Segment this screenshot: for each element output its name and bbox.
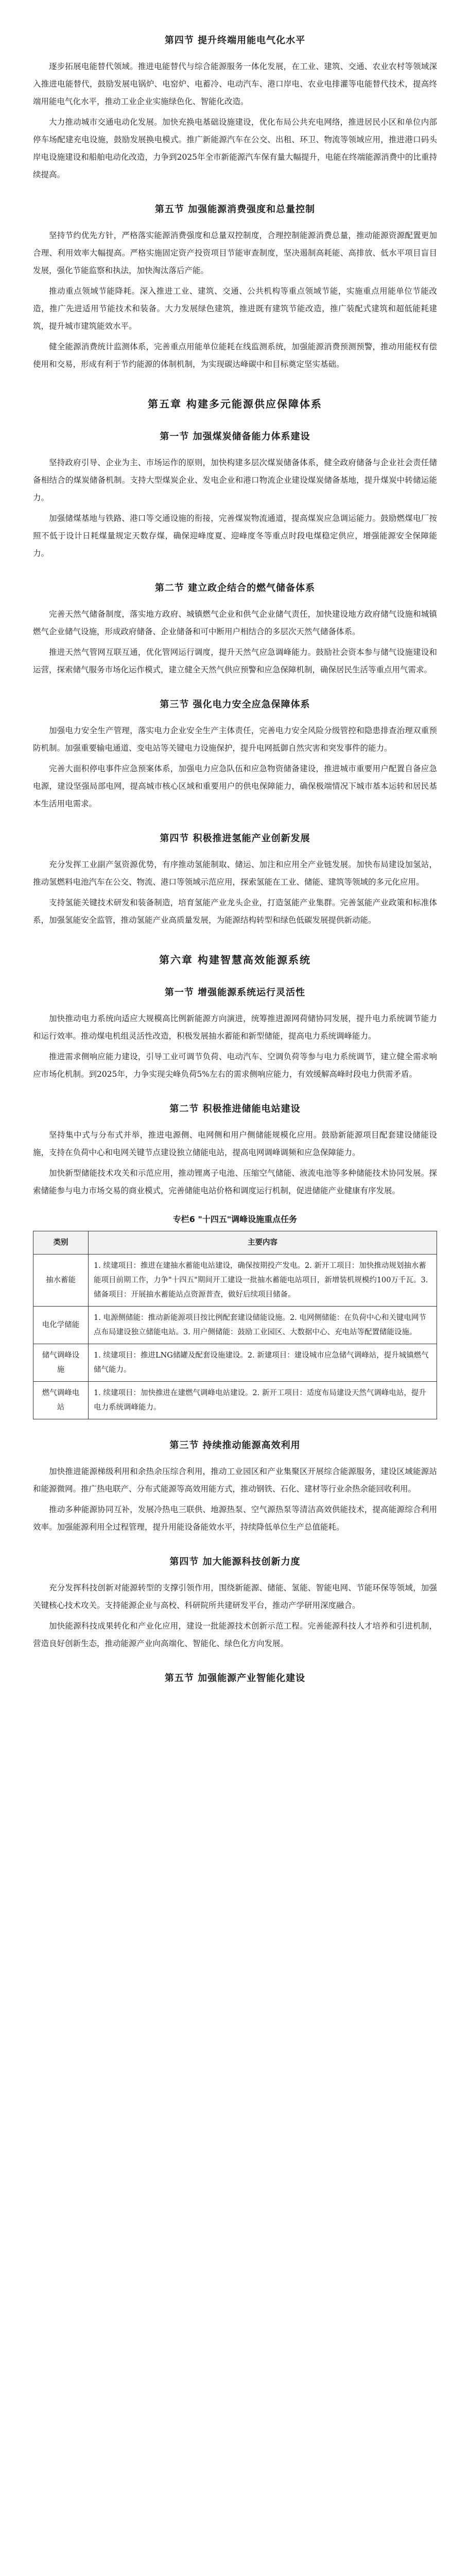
paragraph: 推动多种能源协同互补，发展冷热电三联供、地源热泵、空气源热泵等清洁高效供能技术，提高能源综合利用效率。加强能源利用全过程管理，提升用能设备能效水平，持续降低单位生产总值能耗。 (33, 1505, 437, 1532)
table-row (33, 1255, 437, 1307)
table-row (33, 1382, 437, 1419)
table-cell-category: 电化学储能 (33, 1307, 89, 1344)
table-block (33, 1213, 437, 1419)
paragraph: 逐步拓展电能替代领域。推进电能替代与综合能源服务一体化发展，在工业、建筑、交通、农业农村等领域深入推进电能替代，鼓励发展电锅炉、电窑炉、电蓄冷、电动汽车、港口岸电、农业电排灌等电能替代技术，提高终端用能电气化水平，推动工业企业实施绿色化、智能化改造。 (33, 62, 437, 106)
paragraph: 推进天然气管网互联互通，优化管网运行调度，提升天然气应急调峰能力。鼓励社会资本参与储气设施建设和运营，探索储气服务市场化运作模式，建立健全天然气供应预警和应急保障机制，确保居民生活等重点用气需求。 (33, 648, 437, 674)
table-cell-category: 抽水蓄能 (33, 1255, 89, 1307)
section-title: 第一节 增强能源系统运行灵活性 (164, 987, 306, 998)
table-cell-content: 1. 电源侧储能：推动新能源项目按比例配套建设储能设施。2. 电网侧储能：在负荷中心和关键电网节点布局建设独立储能电站。3. 用户侧储能：鼓励工业园区、大数据中心、充电站等配置储能设施。 (89, 1307, 437, 1344)
section-title: 第一节 加强煤炭储备能力体系建设 (160, 431, 310, 442)
section-title: 第五节 加强能源消费强度和总量控制 (154, 204, 316, 215)
paragraph: 完善天然气储备制度，落实地方政府、城镇燃气企业和供气企业储气责任，加快建设地方政府储气设施和城镇燃气企业储气设施，形成政府储备、企业储备和可中断用户相结合的多层次天然气储备体系。 (33, 609, 437, 636)
paragraph: 充分发挥工业副产氢资源优势，有序推动氢能制取、储运、加注和应用全产业链发展。加快布局建设加氢站，推动氢燃料电池汽车在公交、物流、港口等领域示范应用，探索氢能在工业、储能、建筑等领域的多元化应用。 (33, 860, 437, 887)
table-cell-category: 燃气调峰电站 (33, 1382, 89, 1419)
table-header-row (33, 1231, 437, 1255)
section-title: 第三节 持续推动能源高效利用 (169, 1440, 301, 1451)
paragraph: 坚持集中式与分布式并举，推进电源侧、电网侧和用户侧储能规模化应用。鼓励新能源项目配套建设储能设施，支持在负荷中心和电网关键节点建设独立储能电站，提高电网调峰调频和应急保障能力。 (33, 1130, 437, 1157)
paragraph: 加强储煤基地与铁路、港口等交通设施的衔接，完善煤炭物流通道，提高煤炭应急调运能力。鼓励燃煤电厂按照不低于设计日耗煤量规定天数存煤，确保迎峰度夏、迎峰度冬等重点时段电煤稳定供应，增强能源安全保障能力。 (33, 514, 437, 558)
paragraph: 推动重点领域节能降耗。深入推进工业、建筑、交通、公共机构等重点领域节能，实施重点用能单位节能改造，推广先进适用节能技术和装备。大力发展绿色建筑，推进既有建筑节能改造，推广装配式建筑和超低能耗建筑，提升城市建筑能效水平。 (33, 286, 437, 331)
table-cell-content: 1. 续建项目：加快推进在建燃气调峰电站建设。2. 新开工项目：适度布局建设天然气调峰电站，提升电力系统调峰能力。 (89, 1382, 437, 1419)
document-body-top (33, 33, 437, 1199)
paragraph: 加强电力安全生产管理，落实电力企业安全生产主体责任，完善电力安全风险分级管控和隐患排查治理双重预防机制。加强重要输电通道、变电站等关键电力设施保护，提升电网抵御自然灾害和突发事件的能力。 (33, 726, 437, 753)
section-title: 第五节 加强能源产业智能化建设 (164, 1673, 306, 1684)
paragraph: 完善大面积停电事件应急预案体系，加强电力应急队伍和应急物资储备建设，推进城市重要用户配置自备应急电源，建设坚强局部电网，提高城市核心区域和重要用户的供电保障能力，确保极端情况下城市基本运转和居民基本生活用电需求。 (33, 764, 437, 808)
table-cell-content: 1. 续建项目：推进在建抽水蓄能电站建设，确保按期投产发电。2. 新开工项目：加快推动规划抽水蓄能项目前期工作，力争"十四五"期间开工建设一批抽水蓄能电站项目，新增装机规模约100万千瓦。3. 储备项目：开展抽水蓄能站点资源普查，做好后续项目储备。 (89, 1255, 437, 1307)
paragraph: 加快推进能源梯级利用和余热余压综合利用，推动工业园区和产业集聚区开展综合能源服务，建设区域能源站和能源微网。推广热电联产、分布式能源等高效用能方式，推动钢铁、石化、建材等行业余热余能回收利用。 (33, 1467, 437, 1494)
paragraph: 充分发挥科技创新对能源转型的支撑引领作用，围绕新能源、储能、氢能、智能电网、节能环保等领域，加强关键核心技术攻关。支持能源企业与高校、科研院所共建研发平台，推动产学研用深度融合。 (33, 1583, 437, 1610)
table-cell-content: 1. 续建项目：推进LNG储罐及配套设施建设。2. 新建项目：建设城市应急储气调峰站，提升城镇燃气储气能力。 (89, 1344, 437, 1382)
paragraph: 加快新型储能技术攻关和示范应用，推动锂离子电池、压缩空气储能、液流电池等多种储能技术协同发展。探索储能参与电力市场交易的商业模式，完善储能电站价格和调度运行机制，促进储能产业健康有序发展。 (33, 1168, 437, 1195)
paragraph: 大力推动城市交通电动化发展。加快充换电基础设施建设，优化布局公共充电网络，推进居民小区和单位内部停车场配建充电设施，鼓励发展换电模式。推广新能源汽车在公交、出租、环卫、物流等领域应用，推进港口码头岸电设施建设和船舶电动化改造，力争到2025年全市新能源汽车保有量大幅提升，电能在终端能源消费中的比重持续提高。 (33, 117, 437, 179)
paragraph: 加快推动电力系统向适应大规模高比例新能源方向演进，统筹推进源网荷储协同发展，提升电力系统调节能力和运行效率。推动煤电机组灵活性改造，积极发展抽水蓄能和新型储能，提高电力系统调峰能力。 (33, 1014, 437, 1041)
section-title: 第四节 提升终端用能电气化水平 (164, 35, 306, 46)
table-cell-category: 储气调峰设施 (33, 1344, 89, 1382)
chapter-title: 第五章 构建多元能源供应保障体系 (148, 398, 322, 410)
paragraph: 坚持政府引导、企业为主、市场运作的原则，加快构建多层次煤炭储备体系，健全政府储备与企业社会责任储备相结合的煤炭储备机制。支持大型煤炭企业、发电企业和港口物流企业建设煤炭储备基地，提升煤炭中转储运能力。 (33, 458, 437, 502)
table-caption: 专栏6 "十四五"调峰设施重点任务 (172, 1214, 298, 1224)
table-row (33, 1344, 437, 1382)
chapter-title: 第六章 构建智慧高效能源系统 (159, 954, 311, 966)
table-header-category: 类别 (33, 1231, 89, 1255)
paragraph: 坚持节约优先方针，严格落实能源消费强度和总量双控制度，合理控制能源消费总量，推动能源资源配置更加合理、利用效率大幅提高。严格实施固定资产投资项目节能审查制度，坚决遏制高耗能、高排放、低水平项目盲目发展，强化节能监察和执法，加快淘汰落后产能。 (33, 231, 437, 275)
section-title: 第二节 积极推进储能电站建设 (169, 1104, 301, 1114)
peak-shaving-table (33, 1231, 437, 1419)
section-title: 第四节 积极推进氢能产业创新发展 (160, 833, 310, 844)
table-row (33, 1307, 437, 1344)
paragraph: 健全能源消费统计监测体系，完善重点用能单位能耗在线监测系统，加强能源消费预测预警，推动用能权有偿使用和交易，形成有利于节约能源的体制机制，为实现碳达峰碳中和目标奠定坚实基础。 (33, 342, 437, 369)
document-body-bottom (33, 1438, 437, 1684)
section-title: 第二节 建立政企结合的燃气储备体系 (154, 583, 316, 594)
table-header-content: 主要内容 (89, 1231, 437, 1255)
section-title: 第三节 强化电力安全应急保障体系 (160, 699, 310, 710)
section-title: 第四节 加大能源科技创新力度 (169, 1556, 301, 1567)
paragraph: 支持氢能关键技术研发和装备制造，培育氢能产业龙头企业，打造氢能产业集群。完善氢能产业政策和标准体系，加强氢能安全监管，推动氢能产业高质量发展，为能源结构转型和绿色低碳发展提供新动能。 (33, 898, 437, 925)
paragraph: 推进需求侧响应能力建设，引导工业可调节负荷、电动汽车、空调负荷等参与电力系统调节，建立健全需求响应市场化机制。到2025年，力争实现尖峰负荷5%左右的需求侧响应能力，有效缓解高峰时段电力供需矛盾。 (33, 1052, 437, 1079)
paragraph: 加快能源科技成果转化和产业化应用，建设一批能源技术创新示范工程。完善能源科技人才培养和引进机制，营造良好创新生态，推动能源产业向高端化、智能化、绿色化方向发展。 (33, 1621, 437, 1648)
